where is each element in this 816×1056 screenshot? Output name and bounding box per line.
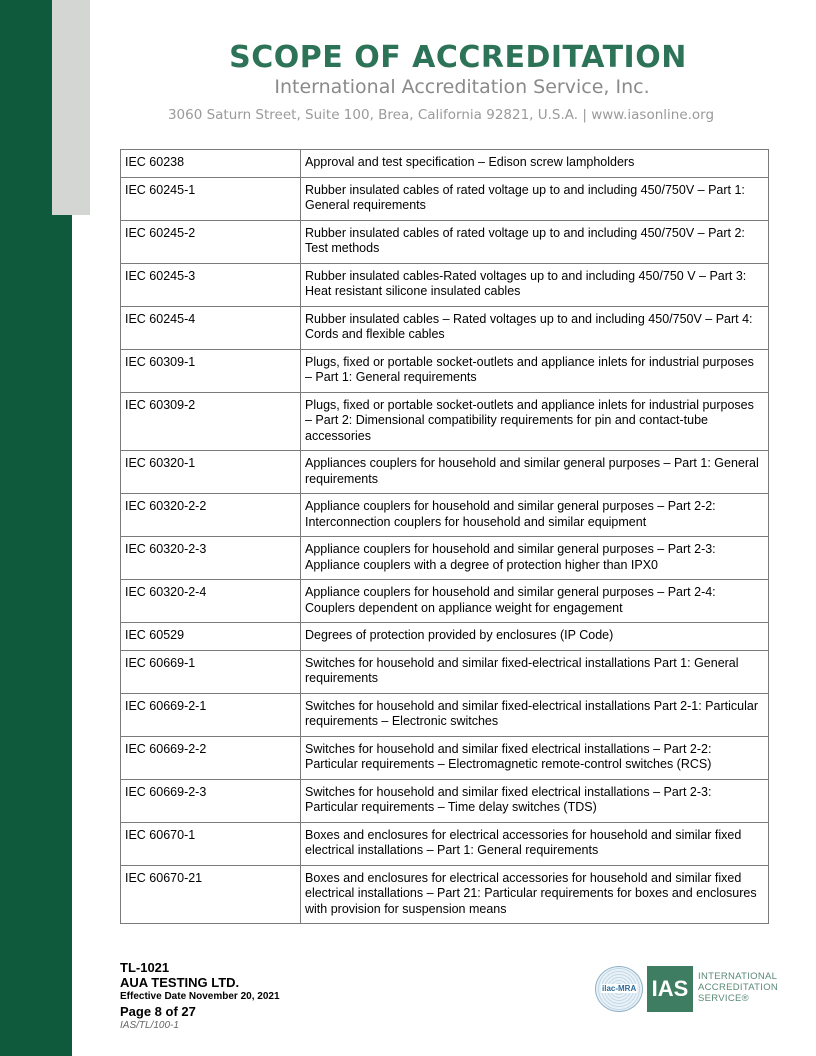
ias-logo-line: INTERNATIONAL <box>698 971 778 982</box>
standard-number-cell: IEC 60245-1 <box>121 177 301 220</box>
standard-number-cell: IEC 60309-2 <box>121 392 301 451</box>
standard-number-cell: IEC 60669-2-1 <box>121 693 301 736</box>
table-row <box>121 177 769 220</box>
standard-description-cell: Plugs, fixed or portable socket-outlets and appliance inlets for industrial purposes – Part 1: General requirements <box>301 349 769 392</box>
certificate-id: TL-1021 <box>120 960 170 975</box>
standard-number-cell: IEC 60320-1 <box>121 451 301 494</box>
standard-number-cell: IEC 60670-1 <box>121 822 301 865</box>
standard-description-cell: Rubber insulated cables of rated voltage up to and including 450/750V – Part 2: Test methods <box>301 220 769 263</box>
table-row <box>121 650 769 693</box>
standard-description-cell: Boxes and enclosures for electrical accessories for household and similar fixed electrical installations – Part 21: Particular requirements for boxes and enclosures with provision for suspension means <box>301 865 769 924</box>
standard-description-cell: Degrees of protection provided by enclosures (IP Code) <box>301 623 769 651</box>
standard-description-cell: Switches for household and similar fixed electrical installations – Part 2-2: Particular requirements – Electromagnetic remote-control switches (RCS) <box>301 736 769 779</box>
standard-number-cell: IEC 60245-3 <box>121 263 301 306</box>
table-row <box>121 580 769 623</box>
left-gray-accent <box>52 0 90 215</box>
standard-description-cell: Appliance couplers for household and similar general purposes – Part 2-3: Appliance couplers with a degree of protection higher than IPX0 <box>301 537 769 580</box>
standard-description-cell: Appliance couplers for household and similar general purposes – Part 2-4: Couplers dependent on appliance weight for engagement <box>301 580 769 623</box>
table-row <box>121 349 769 392</box>
standard-description-cell: Appliance couplers for household and similar general purposes – Part 2-2: Interconnection couplers for household and similar equipment <box>301 494 769 537</box>
standard-number-cell: IEC 60669-2-2 <box>121 736 301 779</box>
table-row <box>121 693 769 736</box>
scope-table-body <box>121 150 769 924</box>
document-footer <box>120 960 280 1032</box>
standard-description-cell: Rubber insulated cables – Rated voltages up to and including 450/750V – Part 4: Cords and flexible cables <box>301 306 769 349</box>
standard-number-cell: IEC 60669-2-3 <box>121 779 301 822</box>
document-header <box>90 40 816 125</box>
standard-description-cell: Plugs, fixed or portable socket-outlets and appliance inlets for industrial purposes – Part 2: Dimensional compatibility requirements for pin and contact-tube accessories <box>301 392 769 451</box>
standard-description-cell: Rubber insulated cables-Rated voltages up to and including 450/750 V – Part 3: Heat resistant silicone insulated cables <box>301 263 769 306</box>
table-row <box>121 494 769 537</box>
table-row <box>121 865 769 924</box>
effective-date: Effective Date November 20, 2021 <box>120 991 280 1002</box>
standard-number-cell: IEC 60245-2 <box>121 220 301 263</box>
table-row <box>121 537 769 580</box>
standard-description-cell: Appliances couplers for household and similar general purposes – Part 1: General requirements <box>301 451 769 494</box>
standard-number-cell: IEC 60245-4 <box>121 306 301 349</box>
standard-number-cell: IEC 60320-2-2 <box>121 494 301 537</box>
table-row <box>121 150 769 178</box>
ilac-mra-logo <box>595 966 643 1012</box>
organization-address: 3060 Saturn Street, Suite 100, Brea, California 92821, U.S.A. | www.iasonline.org <box>167 107 715 123</box>
standard-description-cell: Rubber insulated cables of rated voltage up to and including 450/750V – Part 1: General requirements <box>301 177 769 220</box>
standard-number-cell: IEC 60309-1 <box>121 349 301 392</box>
standard-number-cell: IEC 60238 <box>121 150 301 178</box>
company-name: AUA TESTING LTD. <box>120 975 240 990</box>
table-row <box>121 392 769 451</box>
standard-description-cell: Switches for household and similar fixed electrical installations – Part 2-3: Particular requirements – Time delay switches (TDS) <box>301 779 769 822</box>
standard-number-cell: IEC 60669-1 <box>121 650 301 693</box>
table-row <box>121 736 769 779</box>
scope-title: SCOPE OF ACCREDITATION <box>229 40 687 75</box>
form-id: IAS/TL/100-1 <box>120 1020 179 1031</box>
ias-logo-text <box>698 971 778 1004</box>
standard-number-cell: IEC 60670-21 <box>121 865 301 924</box>
table-row <box>121 220 769 263</box>
table-row <box>121 779 769 822</box>
table-row <box>121 623 769 651</box>
table-row <box>121 306 769 349</box>
table-row <box>121 822 769 865</box>
table-row <box>121 451 769 494</box>
standard-description-cell: Switches for household and similar fixed-electrical installations Part 1: General requirements <box>301 650 769 693</box>
ilac-mra-label: ilac-MRA <box>602 984 637 993</box>
scope-table <box>120 149 769 924</box>
accreditation-logos <box>595 964 779 1014</box>
standard-number-cell: IEC 60529 <box>121 623 301 651</box>
table-row <box>121 263 769 306</box>
standard-number-cell: IEC 60320-2-4 <box>121 580 301 623</box>
organization-name: International Accreditation Service, Inc. <box>274 76 650 98</box>
standard-description-cell: Approval and test specification – Edison screw lampholders <box>301 150 769 178</box>
page-number: Page 8 of 27 <box>120 1004 196 1019</box>
ias-logo-line: ACCREDITATION <box>698 982 779 993</box>
standard-number-cell: IEC 60320-2-3 <box>121 537 301 580</box>
standard-description-cell: Switches for household and similar fixed-electrical installations Part 2-1: Particular requirements – Electronic switches <box>301 693 769 736</box>
standard-description-cell: Boxes and enclosures for electrical accessories for household and similar fixed electrical installations – Part 1: General requirements <box>301 822 769 865</box>
ias-logo-line: SERVICE® <box>698 993 749 1004</box>
ias-logo-mark: IAS <box>647 966 693 1012</box>
